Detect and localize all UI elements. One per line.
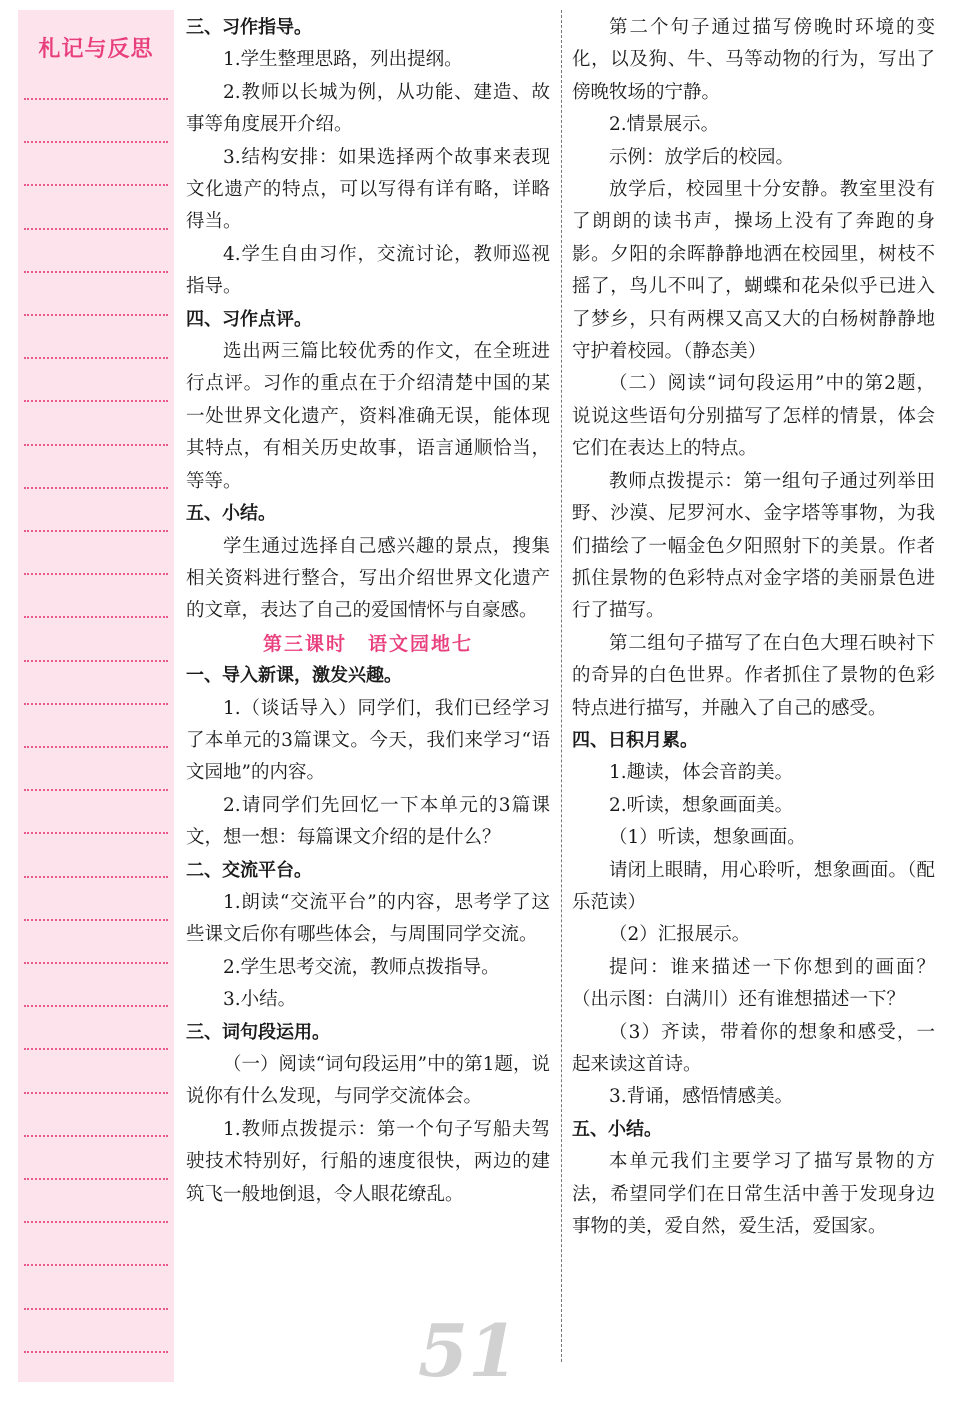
paragraph: （一）阅读“词句段运用”中的第1题，说说你有什么发现，与同学交流体会。: [186, 1054, 550, 1108]
note-line: [24, 789, 168, 791]
paragraph: 1.学生整理思路，列出提纲。: [223, 49, 463, 71]
section-heading: 五、小结。: [186, 503, 276, 525]
paragraph: （3）齐读，带着你的想象和感受，一起来读这首诗。: [572, 1021, 935, 1075]
paragraph: 3.背诵，感悟情感美。: [609, 1086, 794, 1108]
note-line: [24, 962, 168, 964]
paragraph: 第二组句子描写了在白色大理石映衬下的奇异的白色世界。作者抓住了景物的色彩特点进行描写，并融入了自己的感受。: [572, 632, 935, 719]
lesson-title: 第三课时 语文园地七: [262, 632, 473, 655]
paragraph: 选出两三篇比较优秀的作文，在全班进行点评。习作的重点在于介绍清楚中国的某一处世界文化遗产，资料准确无误，能体现其特点，有相关历史故事，语言通顺恰当，等等。: [186, 341, 550, 492]
paragraph: 本单元我们主要学习了描写景物的方法，希望同学们在日常生活中善于发现身边事物的美，爱自然，爱生活，爱国家。: [572, 1151, 935, 1238]
paragraph: （1）听读，想象画面。: [609, 827, 806, 849]
paragraph: 示例：放学后的校园。: [609, 146, 795, 168]
note-line: [24, 530, 168, 532]
note-line: [24, 357, 168, 359]
note-line: [24, 271, 168, 273]
paragraph: 2.情景展示。: [609, 114, 720, 136]
note-line: [24, 1135, 168, 1137]
column-divider: [561, 10, 562, 1362]
section-heading: 四、习作点评。: [186, 308, 312, 330]
notes-sidebar: [18, 10, 174, 1382]
note-line: [24, 660, 168, 662]
note-line: [24, 400, 168, 402]
note-line: [24, 1221, 168, 1223]
note-line: [24, 1048, 168, 1050]
paragraph: 提问：谁来描述一下你想到的画面？（出示图：白满川）还有谁想描述一下？: [572, 956, 935, 1011]
paragraph: 1.（谈话导入）同学们，我们已经学习了本单元的3篇课文。今天，我们来学习“语文园地”的内容。: [186, 697, 550, 784]
note-line: [24, 98, 168, 100]
section-heading: 五、小结。: [572, 1118, 662, 1140]
paragraph: 2.学生思考交流，教师点拨指导。: [223, 956, 500, 978]
paragraph: 放学后，校园里十分安静。教室里没有了朗朗的读书声，操场上没有了奔跑的身影。夕阳的余晖静静地洒在校园里，树枝不摇了，鸟儿不叫了，蝴蝶和花朵似乎已进入了梦乡，只有两棵又高又大的白杨树静静地守护着校园。（静态美）: [572, 179, 935, 363]
paragraph: 2.听读，想象画面美。: [609, 794, 794, 816]
paragraph: 1.教师点拨提示：第一个句子写船夫驾驶技术特别好，行船的速度很快，两边的建筑飞一般地倒退，令人眼花缭乱。: [186, 1118, 550, 1205]
note-line: [24, 1178, 168, 1180]
note-line: [24, 1264, 168, 1266]
note-line: [24, 314, 168, 316]
note-line: [24, 444, 168, 446]
paragraph: 3.结构安排：如果选择两个故事来表现文化遗产的特点，可以写得有详有略，详略得当。: [186, 146, 550, 233]
note-line: [24, 1005, 168, 1007]
section-heading: 三、习作指导。: [186, 17, 312, 38]
note-line: [24, 228, 168, 230]
sidebar-title: 札记与反思: [38, 37, 154, 62]
paragraph: 2.请同学们先回忆一下本单元的3篇课文，想一想：每篇课文介绍的是什么？: [186, 794, 550, 849]
paragraph: 教师点拨提示：第一组句子通过列举田野、沙漠、尼罗河水、金字塔等事物，为我们描绘了一幅金色夕阳照射下的美景。作者抓住景物的色彩特点对金字塔的美丽景色进行了描写。: [572, 470, 935, 622]
note-line: [24, 573, 168, 575]
note-line: [24, 746, 168, 748]
note-line: [24, 141, 168, 143]
paragraph: 第二个句子通过描写傍晚时环境的变化，以及狗、牛、马等动物的行为，写出了傍晚牧场的宁静。: [572, 17, 935, 103]
note-line: [24, 1092, 168, 1094]
paragraph: 2.教师以长城为例，从功能、建造、故事等角度展开介绍。: [186, 81, 550, 136]
note-line: [24, 1351, 168, 1353]
paragraph: 1.朗读“交流平台”的内容，思考学了这些课文后你有哪些体会，与周围同学交流。: [186, 891, 550, 946]
section-heading: 一、导入新课，激发兴趣。: [186, 665, 402, 687]
paragraph: 学生通过选择自己感兴趣的景点，搜集相关资料进行整合，写出介绍世界文化遗产的文章，表达了自己的爱国情怀与自豪感。: [186, 535, 550, 622]
note-line: [24, 1308, 168, 1310]
middle-column: [186, 12, 550, 1211]
page-number: 51: [418, 1308, 519, 1393]
note-line: [24, 616, 168, 618]
paragraph: 3.小结。: [223, 989, 297, 1011]
right-column: [572, 12, 935, 1243]
paragraph: 请闭上眼睛，用心聆听，想象画面。（配乐范读）: [572, 859, 935, 913]
note-line: [24, 487, 168, 489]
note-line: [24, 703, 168, 705]
section-heading: 三、词句段运用。: [186, 1021, 330, 1043]
paragraph: 1.趣读，体会音韵美。: [609, 762, 794, 784]
section-heading: 四、日积月累。: [572, 729, 698, 751]
paragraph: （2）汇报展示。: [609, 924, 751, 946]
section-heading: 二、交流平台。: [186, 859, 312, 881]
note-line: [24, 832, 168, 834]
note-line: [24, 184, 168, 186]
paragraph: （二）阅读“词句段运用”中的第2题，说说这些语句分别描写了怎样的情景，体会它们在表达上的特点。: [572, 373, 935, 460]
paragraph: 4.学生自由习作，交流讨论，教师巡视指导。: [186, 243, 550, 298]
note-line: [24, 876, 168, 878]
note-line: [24, 919, 168, 921]
